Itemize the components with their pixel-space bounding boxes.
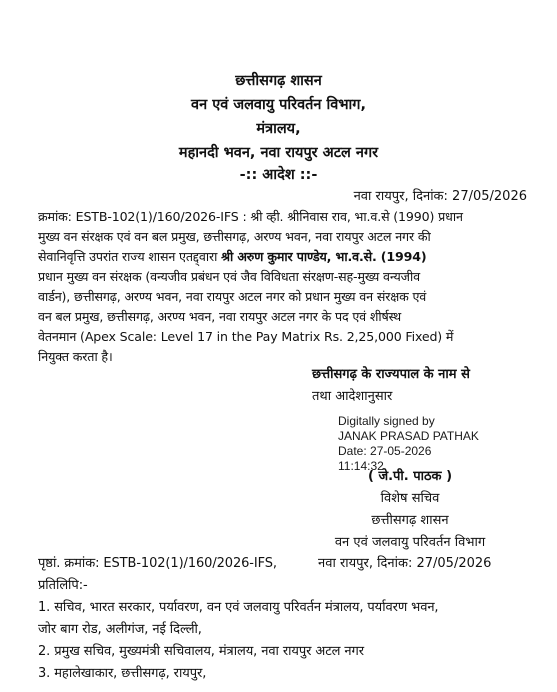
header-department: वन एवं जलवायु परिवर्तन विभाग, bbox=[191, 97, 366, 113]
order-line-3-text: सेवानिवृत्ति उपरांत राज्य शासन एतद्द्वारा bbox=[38, 249, 222, 264]
digital-signature-line-1: Digitally signed by bbox=[338, 414, 435, 428]
copy-item-3: 3. महालेखाकार, छत्तीसगढ़, रायपुर, bbox=[38, 666, 207, 681]
copy-item-1-cont: जोर बाग रोड, अलीगंज, नई दिल्ली, bbox=[38, 622, 202, 637]
digital-signature-line-4: 11:14:32 bbox=[338, 459, 384, 473]
signatory-name: ( जे.पी. पाठक ) bbox=[367, 469, 453, 484]
copy-label: प्रतिलिपि:- bbox=[38, 578, 88, 593]
order-line-7: वेतनमान (Apex Scale: Level 17 in the Pay Matrix Rs. 2,25,000 Fixed) में bbox=[38, 329, 454, 344]
signatory-org-1: छत्तीसगढ़ शासन bbox=[371, 513, 449, 528]
order-line-5: वार्डन), छत्तीसगढ़, अरण्य भवन, नवा रायपुर अटल नगर को प्रधान मुख्य वन संरक्षक एवं bbox=[38, 289, 427, 304]
order-title: -:: आदेश ::- bbox=[239, 167, 318, 183]
signatory-org-2: वन एवं जलवायु परिवर्तन विभाग bbox=[334, 535, 486, 550]
digital-signature bbox=[338, 414, 479, 474]
copy-item-1: 1. सचिव, भारत सरकार, पर्यावरण, वन एवं जलवायु परिवर्तन मंत्रालय, पर्यावरण भवन, bbox=[38, 600, 439, 615]
endorsement-place-date: नवा रायपुर, दिनांक: 27/05/2026 bbox=[318, 556, 492, 571]
copy-item-2: 2. प्रमुख सचिव, मुख्यमंत्री सचिवालय, मंत्रालय, नवा रायपुर अटल नगर bbox=[38, 644, 364, 659]
digital-signature-line-2: JANAK PRASAD PATHAK bbox=[338, 429, 479, 443]
header-address: महानदी भवन, नवा रायपुर अटल नगर bbox=[178, 145, 379, 161]
appointee-name: श्री अरुण कुमार पाण्डेय, भा.व.से. (1994) bbox=[221, 249, 427, 264]
governor-authority-line-2: तथा आदेशानुसार bbox=[312, 389, 393, 404]
order-place-date: नवा रायपुर, दिनांक: 27/05/2026 bbox=[353, 189, 527, 204]
order-line-4: प्रधान मुख्य वन संरक्षक (वन्यजीव प्रबंधन एवं जैव विविधता संरक्षण-सह-मुख्य वन्यजीव bbox=[38, 269, 420, 284]
governor-authority-line-1: छत्तीसगढ़ के राज्यपाल के नाम से bbox=[312, 367, 470, 382]
order-line-8: नियुक्त करता है। bbox=[38, 349, 113, 364]
digital-signature-line-3: Date: 27-05-2026 bbox=[338, 444, 432, 458]
header-ministry: मंत्रालय, bbox=[256, 121, 301, 137]
order-line-1: क्रमांक: ESTB-102(1)/160/2026-IFS : श्री व्ही. श्रीनिवास राव, भा.व.से (1990) प्रधान bbox=[38, 209, 463, 224]
order-line-2: मुख्य वन संरक्षक एवं वन बल प्रमुख, छत्तीसगढ़, अरण्य भवन, नवा रायपुर अटल नगर की bbox=[38, 229, 431, 244]
endorsement-number: पृष्ठां. क्रमांक: ESTB-102(1)/160/2026-IFS, bbox=[38, 556, 277, 571]
order-line-3 bbox=[38, 248, 426, 265]
signatory-designation: विशेष सचिव bbox=[380, 491, 440, 506]
order-line-6: वन बल प्रमुख, छत्तीसगढ़, अरण्य भवन, नवा रायपुर अटल नगर के पद एवं शीर्षस्थ bbox=[38, 309, 402, 324]
header-government: छत्तीसगढ़ शासन bbox=[235, 73, 322, 89]
